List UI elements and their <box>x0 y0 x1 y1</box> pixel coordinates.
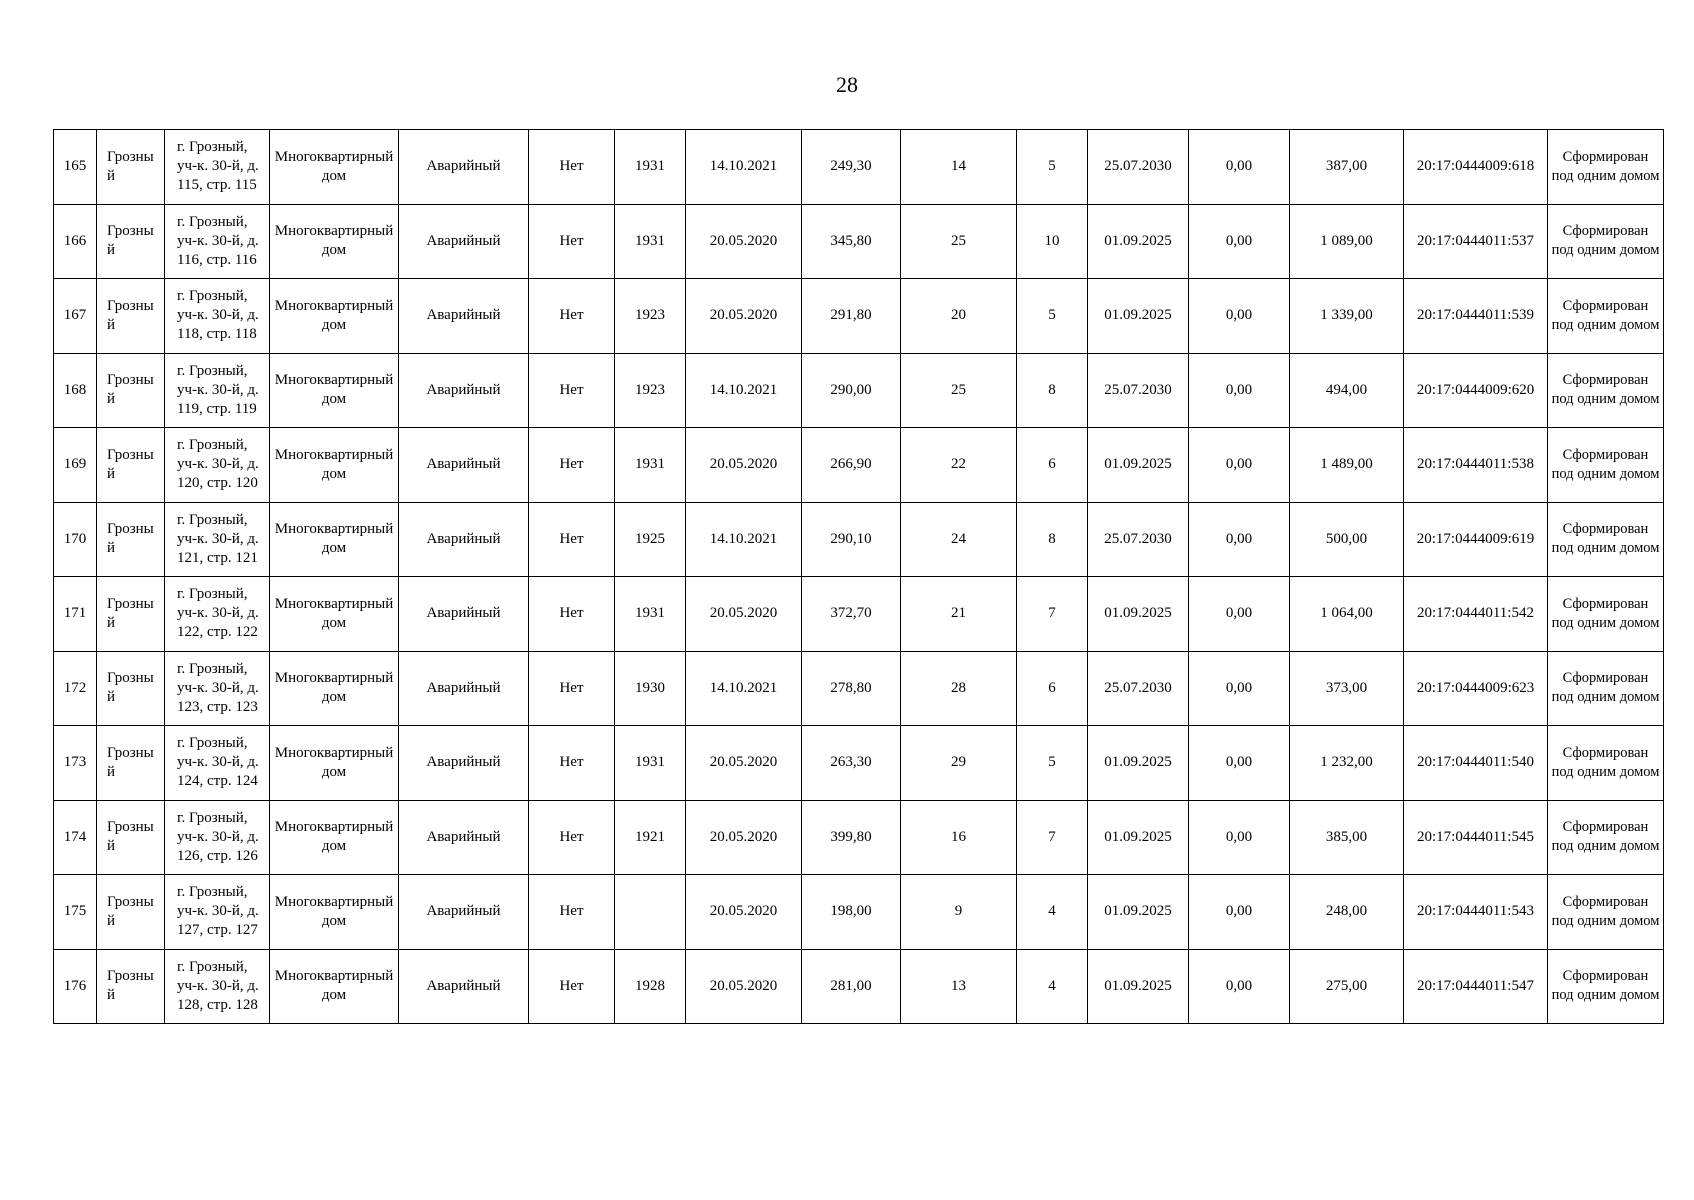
cell-planned-date: 01.09.2025 <box>1088 279 1189 354</box>
cell-cadastral-number: 20:17:0444011:539 <box>1404 279 1548 354</box>
cell-area: 399,80 <box>802 800 901 875</box>
cell-flag: Нет <box>529 577 615 652</box>
cell-area: 281,00 <box>802 949 901 1024</box>
table-row <box>54 577 1664 652</box>
cell-year-built: 1931 <box>615 428 686 503</box>
cell-building-type: Многоквартирный дом <box>270 279 399 354</box>
cell-address: г. Грозный, уч-к. 30-й, д. 119, стр. 119 <box>165 353 270 428</box>
cell-residents: 29 <box>901 726 1017 801</box>
cell-address: г. Грозный, уч-к. 30-й, д. 123, стр. 123 <box>165 651 270 726</box>
cell-residents: 13 <box>901 949 1017 1024</box>
cell-residents: 24 <box>901 502 1017 577</box>
cell-row-number: 176 <box>54 949 97 1024</box>
cell-area: 290,00 <box>802 353 901 428</box>
table-row <box>54 130 1664 205</box>
cell-city: Грозный <box>97 353 165 428</box>
cell-flag: Нет <box>529 875 615 950</box>
cell-note: Сформирован под одним домом <box>1548 800 1664 875</box>
cell-apartments: 4 <box>1017 949 1088 1024</box>
cell-city: Грозный <box>97 428 165 503</box>
table-row <box>54 875 1664 950</box>
cell-value-1: 0,00 <box>1189 726 1290 801</box>
cell-condition: Аварийный <box>399 800 529 875</box>
cell-year-built: 1925 <box>615 502 686 577</box>
cell-condition: Аварийный <box>399 428 529 503</box>
cell-apartments: 8 <box>1017 502 1088 577</box>
cell-building-type: Многоквартирный дом <box>270 651 399 726</box>
cell-residents: 14 <box>901 130 1017 205</box>
cell-flag: Нет <box>529 651 615 726</box>
cell-year-built: 1931 <box>615 130 686 205</box>
cell-address: г. Грозный, уч-к. 30-й, д. 118, стр. 118 <box>165 279 270 354</box>
cell-value-2: 385,00 <box>1290 800 1404 875</box>
cell-planned-date: 25.07.2030 <box>1088 651 1189 726</box>
cell-planned-date: 01.09.2025 <box>1088 875 1189 950</box>
cell-apartments: 6 <box>1017 651 1088 726</box>
cell-year-built <box>615 875 686 950</box>
cell-note: Сформирован под одним домом <box>1548 726 1664 801</box>
table-row <box>54 204 1664 279</box>
cell-apartments: 7 <box>1017 800 1088 875</box>
cell-recognition-date: 20.05.2020 <box>686 204 802 279</box>
cell-row-number: 171 <box>54 577 97 652</box>
cell-city: Грозный <box>97 651 165 726</box>
cell-area: 290,10 <box>802 502 901 577</box>
cell-apartments: 8 <box>1017 353 1088 428</box>
cell-row-number: 170 <box>54 502 97 577</box>
cell-flag: Нет <box>529 204 615 279</box>
cell-year-built: 1923 <box>615 279 686 354</box>
table-row <box>54 279 1664 354</box>
cell-flag: Нет <box>529 428 615 503</box>
cell-recognition-date: 14.10.2021 <box>686 130 802 205</box>
cell-apartments: 5 <box>1017 726 1088 801</box>
cell-condition: Аварийный <box>399 353 529 428</box>
cell-city: Грозный <box>97 577 165 652</box>
cell-city: Грозный <box>97 800 165 875</box>
cell-row-number: 172 <box>54 651 97 726</box>
cell-row-number: 167 <box>54 279 97 354</box>
cell-apartments: 5 <box>1017 279 1088 354</box>
cell-residents: 28 <box>901 651 1017 726</box>
cell-condition: Аварийный <box>399 130 529 205</box>
cell-city: Грозный <box>97 726 165 801</box>
cell-recognition-date: 20.05.2020 <box>686 428 802 503</box>
cell-area: 263,30 <box>802 726 901 801</box>
cell-recognition-date: 20.05.2020 <box>686 577 802 652</box>
cell-note: Сформирован под одним домом <box>1548 651 1664 726</box>
cell-note: Сформирован под одним домом <box>1548 279 1664 354</box>
cell-recognition-date: 20.05.2020 <box>686 726 802 801</box>
cell-cadastral-number: 20:17:0444011:540 <box>1404 726 1548 801</box>
cell-recognition-date: 20.05.2020 <box>686 279 802 354</box>
cell-year-built: 1931 <box>615 726 686 801</box>
cell-note: Сформирован под одним домом <box>1548 577 1664 652</box>
cell-flag: Нет <box>529 353 615 428</box>
cell-building-type: Многоквартирный дом <box>270 428 399 503</box>
cell-cadastral-number: 20:17:0444011:538 <box>1404 428 1548 503</box>
cell-recognition-date: 14.10.2021 <box>686 502 802 577</box>
cell-flag: Нет <box>529 130 615 205</box>
cell-flag: Нет <box>529 726 615 801</box>
cell-value-2: 1 064,00 <box>1290 577 1404 652</box>
cell-value-1: 0,00 <box>1189 204 1290 279</box>
cell-value-2: 373,00 <box>1290 651 1404 726</box>
cell-residents: 16 <box>901 800 1017 875</box>
cell-apartments: 10 <box>1017 204 1088 279</box>
cell-flag: Нет <box>529 800 615 875</box>
table-row <box>54 502 1664 577</box>
cell-condition: Аварийный <box>399 577 529 652</box>
cell-planned-date: 01.09.2025 <box>1088 949 1189 1024</box>
cell-value-1: 0,00 <box>1189 800 1290 875</box>
cell-building-type: Многоквартирный дом <box>270 353 399 428</box>
table-row <box>54 800 1664 875</box>
cell-city: Грозный <box>97 949 165 1024</box>
cell-condition: Аварийный <box>399 651 529 726</box>
table-row <box>54 651 1664 726</box>
cell-city: Грозный <box>97 875 165 950</box>
cell-recognition-date: 20.05.2020 <box>686 800 802 875</box>
cell-year-built: 1930 <box>615 651 686 726</box>
cell-planned-date: 01.09.2025 <box>1088 577 1189 652</box>
cell-cadastral-number: 20:17:0444011:537 <box>1404 204 1548 279</box>
cell-planned-date: 01.09.2025 <box>1088 726 1189 801</box>
cell-condition: Аварийный <box>399 279 529 354</box>
table-row <box>54 726 1664 801</box>
cell-area: 266,90 <box>802 428 901 503</box>
cell-value-1: 0,00 <box>1189 130 1290 205</box>
cell-value-2: 275,00 <box>1290 949 1404 1024</box>
cell-row-number: 166 <box>54 204 97 279</box>
cell-cadastral-number: 20:17:0444009:619 <box>1404 502 1548 577</box>
cell-building-type: Многоквартирный дом <box>270 875 399 950</box>
cell-value-2: 500,00 <box>1290 502 1404 577</box>
cell-building-type: Многоквартирный дом <box>270 949 399 1024</box>
cell-apartments: 5 <box>1017 130 1088 205</box>
housing-registry-table <box>53 129 1664 1024</box>
cell-apartments: 7 <box>1017 577 1088 652</box>
cell-city: Грозный <box>97 279 165 354</box>
cell-row-number: 175 <box>54 875 97 950</box>
cell-note: Сформирован под одним домом <box>1548 502 1664 577</box>
cell-value-2: 248,00 <box>1290 875 1404 950</box>
cell-row-number: 169 <box>54 428 97 503</box>
cell-cadastral-number: 20:17:0444011:545 <box>1404 800 1548 875</box>
cell-recognition-date: 14.10.2021 <box>686 651 802 726</box>
page-number: 28 <box>836 72 858 97</box>
cell-value-1: 0,00 <box>1189 875 1290 950</box>
cell-value-1: 0,00 <box>1189 577 1290 652</box>
cell-building-type: Многоквартирный дом <box>270 130 399 205</box>
cell-building-type: Многоквартирный дом <box>270 726 399 801</box>
cell-note: Сформирован под одним домом <box>1548 130 1664 205</box>
cell-note: Сформирован под одним домом <box>1548 353 1664 428</box>
cell-planned-date: 01.09.2025 <box>1088 428 1189 503</box>
table-body <box>54 130 1664 1024</box>
cell-area: 249,30 <box>802 130 901 205</box>
cell-row-number: 168 <box>54 353 97 428</box>
cell-note: Сформирован под одним домом <box>1548 949 1664 1024</box>
cell-year-built: 1923 <box>615 353 686 428</box>
cell-area: 372,70 <box>802 577 901 652</box>
cell-cadastral-number: 20:17:0444009:620 <box>1404 353 1548 428</box>
cell-apartments: 4 <box>1017 875 1088 950</box>
cell-residents: 22 <box>901 428 1017 503</box>
cell-condition: Аварийный <box>399 949 529 1024</box>
cell-address: г. Грозный, уч-к. 30-й, д. 120, стр. 120 <box>165 428 270 503</box>
cell-area: 278,80 <box>802 651 901 726</box>
cell-recognition-date: 14.10.2021 <box>686 353 802 428</box>
cell-address: г. Грозный, уч-к. 30-й, д. 116, стр. 116 <box>165 204 270 279</box>
cell-area: 345,80 <box>802 204 901 279</box>
cell-value-1: 0,00 <box>1189 651 1290 726</box>
cell-row-number: 174 <box>54 800 97 875</box>
cell-city: Грозный <box>97 502 165 577</box>
cell-address: г. Грозный, уч-к. 30-й, д. 128, стр. 128 <box>165 949 270 1024</box>
cell-building-type: Многоквартирный дом <box>270 204 399 279</box>
cell-value-2: 1 339,00 <box>1290 279 1404 354</box>
cell-address: г. Грозный, уч-к. 30-й, д. 124, стр. 124 <box>165 726 270 801</box>
cell-residents: 25 <box>901 204 1017 279</box>
cell-condition: Аварийный <box>399 502 529 577</box>
cell-building-type: Многоквартирный дом <box>270 800 399 875</box>
cell-residents: 9 <box>901 875 1017 950</box>
cell-note: Сформирован под одним домом <box>1548 204 1664 279</box>
cell-residents: 25 <box>901 353 1017 428</box>
cell-value-2: 1 489,00 <box>1290 428 1404 503</box>
cell-value-1: 0,00 <box>1189 279 1290 354</box>
cell-address: г. Грозный, уч-к. 30-й, д. 122, стр. 122 <box>165 577 270 652</box>
table-row <box>54 428 1664 503</box>
cell-value-1: 0,00 <box>1189 353 1290 428</box>
cell-cadastral-number: 20:17:0444011:543 <box>1404 875 1548 950</box>
cell-address: г. Грозный, уч-к. 30-й, д. 127, стр. 127 <box>165 875 270 950</box>
cell-value-2: 387,00 <box>1290 130 1404 205</box>
cell-planned-date: 25.07.2030 <box>1088 130 1189 205</box>
cell-city: Грозный <box>97 130 165 205</box>
cell-planned-date: 01.09.2025 <box>1088 800 1189 875</box>
cell-building-type: Многоквартирный дом <box>270 502 399 577</box>
cell-condition: Аварийный <box>399 204 529 279</box>
cell-cadastral-number: 20:17:0444011:547 <box>1404 949 1548 1024</box>
cell-value-1: 0,00 <box>1189 949 1290 1024</box>
cell-value-1: 0,00 <box>1189 502 1290 577</box>
cell-recognition-date: 20.05.2020 <box>686 875 802 950</box>
cell-address: г. Грозный, уч-к. 30-й, д. 126, стр. 126 <box>165 800 270 875</box>
cell-value-2: 1 089,00 <box>1290 204 1404 279</box>
table-row <box>54 949 1664 1024</box>
cell-cadastral-number: 20:17:0444011:542 <box>1404 577 1548 652</box>
cell-flag: Нет <box>529 949 615 1024</box>
cell-year-built: 1931 <box>615 204 686 279</box>
cell-planned-date: 25.07.2030 <box>1088 353 1189 428</box>
cell-building-type: Многоквартирный дом <box>270 577 399 652</box>
cell-value-2: 494,00 <box>1290 353 1404 428</box>
cell-city: Грозный <box>97 204 165 279</box>
table-row <box>54 353 1664 428</box>
cell-planned-date: 25.07.2030 <box>1088 502 1189 577</box>
cell-recognition-date: 20.05.2020 <box>686 949 802 1024</box>
cell-area: 291,80 <box>802 279 901 354</box>
cell-year-built: 1921 <box>615 800 686 875</box>
cell-address: г. Грозный, уч-к. 30-й, д. 121, стр. 121 <box>165 502 270 577</box>
cell-note: Сформирован под одним домом <box>1548 875 1664 950</box>
cell-residents: 20 <box>901 279 1017 354</box>
cell-value-2: 1 232,00 <box>1290 726 1404 801</box>
cell-address: г. Грозный, уч-к. 30-й, д. 115, стр. 115 <box>165 130 270 205</box>
cell-cadastral-number: 20:17:0444009:618 <box>1404 130 1548 205</box>
cell-value-1: 0,00 <box>1189 428 1290 503</box>
cell-year-built: 1928 <box>615 949 686 1024</box>
cell-year-built: 1931 <box>615 577 686 652</box>
cell-cadastral-number: 20:17:0444009:623 <box>1404 651 1548 726</box>
cell-note: Сформирован под одним домом <box>1548 428 1664 503</box>
cell-apartments: 6 <box>1017 428 1088 503</box>
cell-area: 198,00 <box>802 875 901 950</box>
cell-flag: Нет <box>529 279 615 354</box>
cell-condition: Аварийный <box>399 875 529 950</box>
cell-row-number: 165 <box>54 130 97 205</box>
cell-condition: Аварийный <box>399 726 529 801</box>
cell-flag: Нет <box>529 502 615 577</box>
cell-residents: 21 <box>901 577 1017 652</box>
cell-planned-date: 01.09.2025 <box>1088 204 1189 279</box>
cell-row-number: 173 <box>54 726 97 801</box>
